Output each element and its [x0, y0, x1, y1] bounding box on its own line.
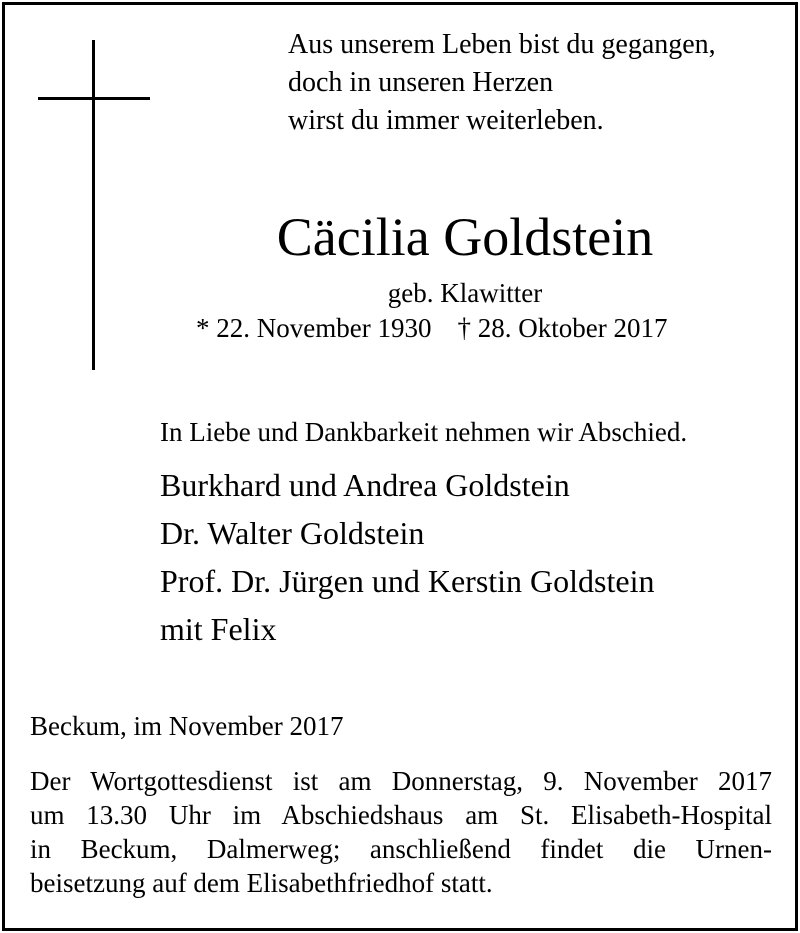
mourner-name: Prof. Dr. Jürgen und Kerstin Goldstein	[160, 563, 655, 599]
verse-line: wirst du immer weiterleben.	[288, 105, 604, 136]
deceased-name: Cäcilia Goldstein	[276, 207, 654, 267]
maiden-name: geb. Klawitter	[387, 278, 543, 308]
service-line: in Beckum, Dalmerweg; anschließend findet die Urnen-	[30, 834, 772, 864]
mourner-name: mit Felix	[160, 611, 277, 647]
place-and-date: Beckum, im November 2017	[30, 711, 344, 741]
birth-date: * 22. November 1930	[196, 313, 432, 343]
farewell-text: In Liebe und Dankbarkeit nehmen wir Abschied.	[160, 417, 688, 447]
death-date: † 28. Oktober 2017	[457, 313, 668, 343]
memorial-verse	[288, 26, 716, 140]
service-line: beisetzung auf dem Elisabethfriedhof statt.	[30, 868, 493, 898]
service-line: Der Wortgottesdienst ist am Donnerstag, 9. November 2017	[30, 766, 772, 796]
cross-vertical-bar	[92, 40, 95, 370]
service-info	[30, 764, 772, 900]
service-line: um 13.30 Uhr im Abschiedshaus am St. Elisabeth-Hospital	[30, 800, 772, 830]
verse-line: Aus unserem Leben bist du gegangen,	[288, 29, 716, 60]
mourner-name: Dr. Walter Goldstein	[160, 515, 425, 551]
cross-horizontal-bar	[38, 97, 150, 100]
verse-line: doch in unseren Herzen	[288, 67, 554, 98]
mourners-list	[160, 461, 654, 653]
life-dates	[196, 312, 667, 344]
mourner-name: Burkhard und Andrea Goldstein	[160, 467, 570, 503]
